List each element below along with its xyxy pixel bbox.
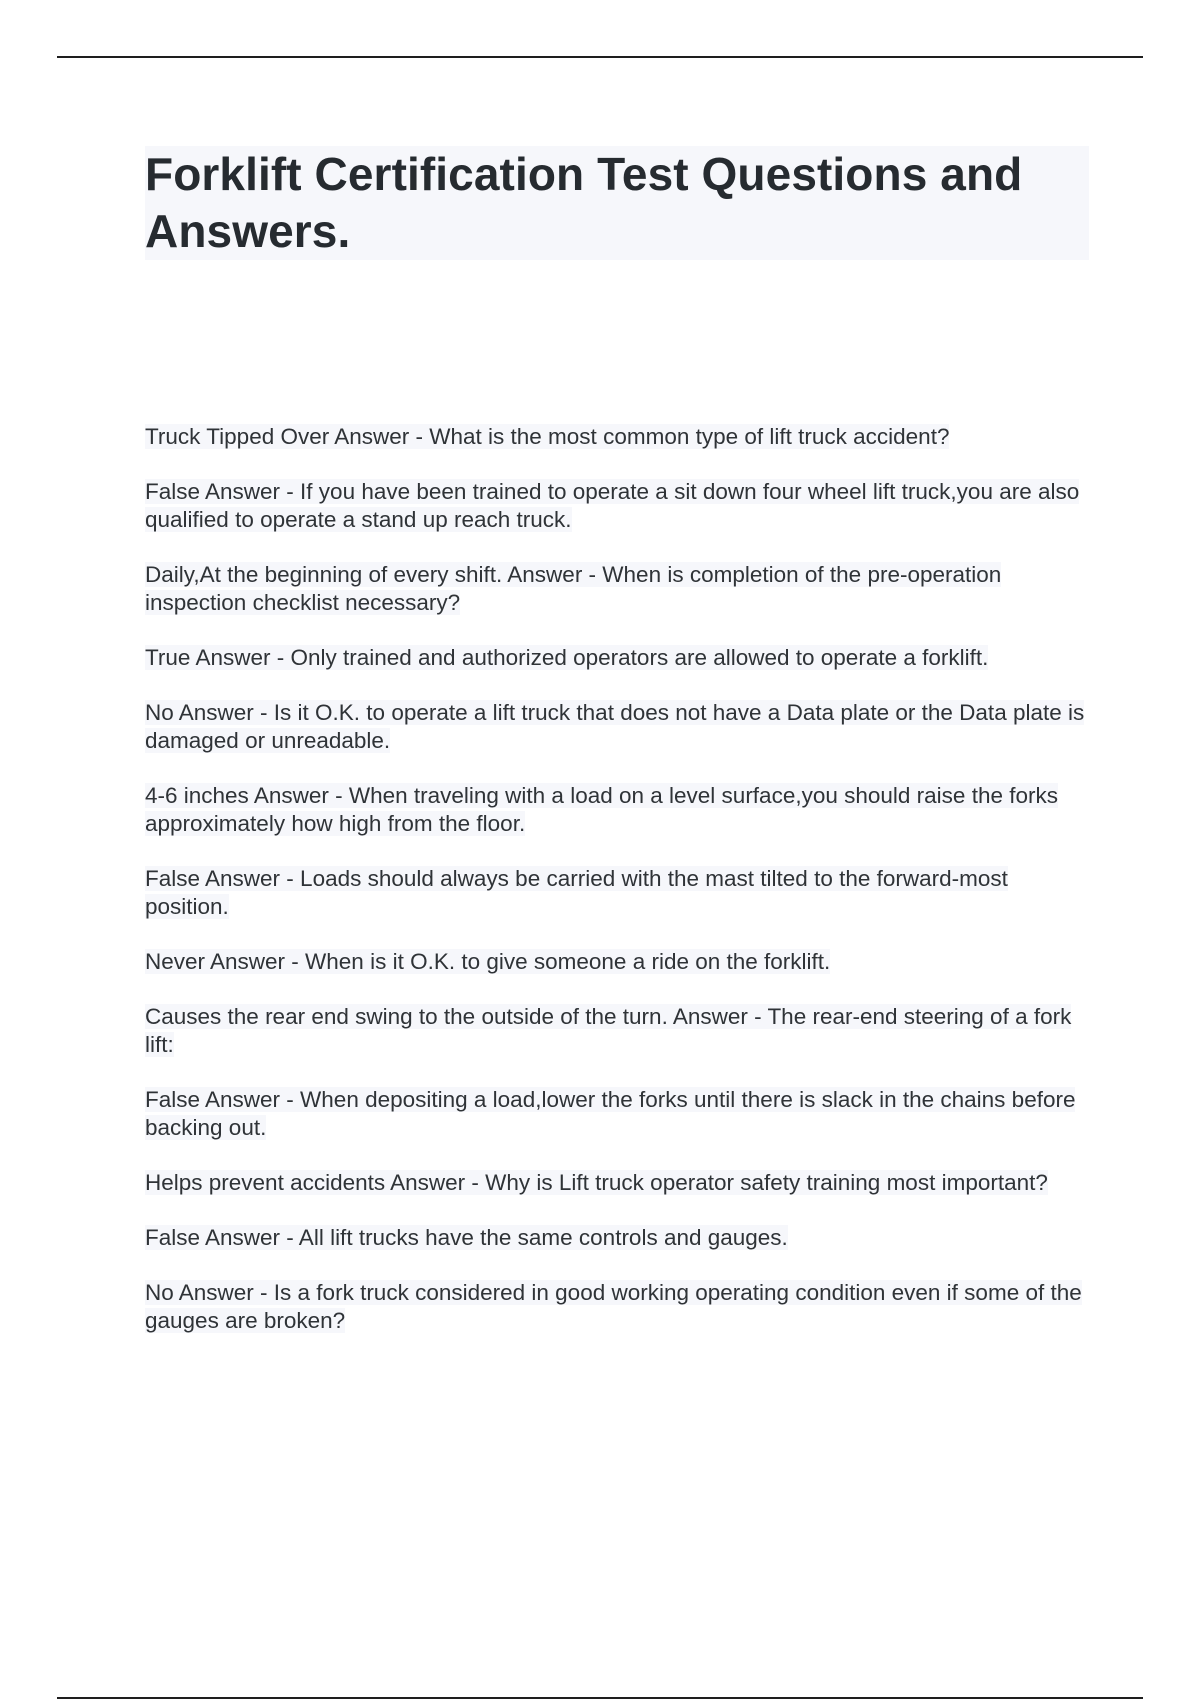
qa-item [145, 865, 1095, 921]
qa-text: Truck Tipped Over Answer - What is the most common type of lift truck accident? [145, 424, 950, 449]
qa-text: Causes the rear end swing to the outside of the turn. Answer - The rear-end steering of a fork lift: [145, 1004, 1072, 1057]
qa-text: False Answer - Loads should always be carried with the mast tilted to the forward-most position. [145, 866, 1008, 919]
qa-item [145, 1003, 1095, 1059]
document-title: Forklift Certification Test Questions and Answers. [145, 146, 1089, 260]
qa-text: Never Answer - When is it O.K. to give someone a ride on the forklift. [145, 949, 831, 974]
qa-item [145, 1279, 1095, 1335]
qa-item [145, 699, 1095, 755]
qa-item [145, 1086, 1095, 1142]
qa-item [145, 1169, 1095, 1197]
qa-text: No Answer - Is it O.K. to operate a lift truck that does not have a Data plate or the Data plate is damaged or unreadable. [145, 700, 1085, 753]
qa-item [145, 478, 1095, 534]
qa-item [145, 644, 1095, 672]
qa-text: False Answer - All lift trucks have the same controls and gauges. [145, 1225, 788, 1250]
qa-text: Daily,At the beginning of every shift. Answer - When is completion of the pre-operation inspection checklist necessary? [145, 562, 1002, 615]
qa-item [145, 561, 1095, 617]
qa-text: False Answer - If you have been trained to operate a sit down four wheel lift truck,you are also qualified to operate a stand up reach truck. [145, 479, 1080, 532]
qa-text: 4-6 inches Answer - When traveling with a load on a level surface,you should raise the forks approximately how high from the floor. [145, 783, 1058, 836]
qa-text: False Answer - When depositing a load,lower the forks until there is slack in the chains before backing out. [145, 1087, 1076, 1140]
footer-rule [57, 1697, 1143, 1699]
qa-text: Helps prevent accidents Answer - Why is Lift truck operator safety training most important? [145, 1170, 1048, 1195]
qa-list [145, 423, 1095, 1362]
qa-text: No Answer - Is a fork truck considered in good working operating condition even if some of the gauges are broken? [145, 1280, 1082, 1333]
qa-text: True Answer - Only trained and authorized operators are allowed to operate a forklift. [145, 645, 989, 670]
header-rule [57, 56, 1143, 58]
qa-item [145, 423, 1095, 451]
qa-item [145, 948, 1095, 976]
qa-item [145, 1224, 1095, 1252]
qa-item [145, 782, 1095, 838]
